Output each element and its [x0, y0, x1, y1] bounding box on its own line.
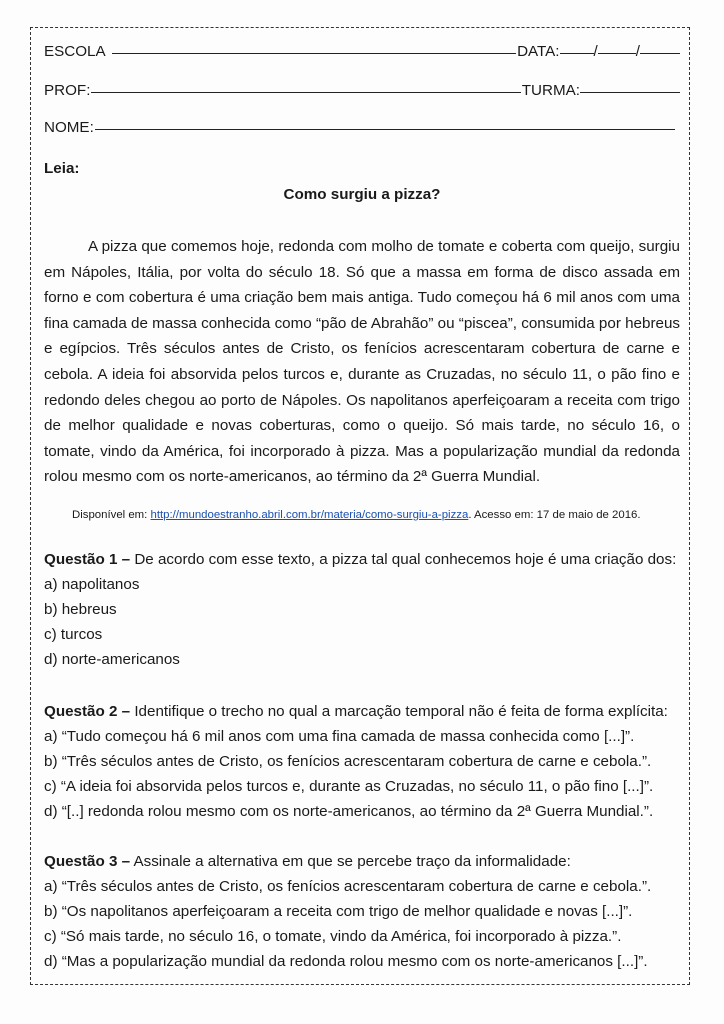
question-1-text: De acordo com esse texto, a pizza tal qual conhecemos hoje é uma criação dos:	[130, 551, 677, 568]
source-prefix: Disponível em:	[72, 509, 151, 521]
question-1-label: Questão 1 –	[44, 551, 131, 568]
data-day-blank[interactable]	[560, 52, 594, 54]
escola-label: ESCOLA	[44, 43, 106, 60]
question-2-statement	[44, 699, 684, 724]
question-3-option-b[interactable]: b) “Os napolitanos aperfeiçoaram a receita com trigo de melhor qualidade e novas [...]”.	[44, 903, 633, 920]
nome-label: NOME:	[44, 119, 94, 136]
question-2-label: Questão 2 –	[44, 703, 131, 720]
data-sep-2: /	[635, 43, 640, 60]
question-2	[44, 699, 684, 824]
prof-label: PROF:	[44, 82, 91, 99]
question-1-option-b[interactable]: b) hebreus	[44, 601, 117, 618]
header-row-escola	[44, 43, 680, 60]
question-2-option-b[interactable]: b) “Três séculos antes de Cristo, os fenícios acrescentaram cobertura de carne e cebola.”.	[44, 753, 652, 770]
question-3-option-a[interactable]: a) “Três séculos antes de Cristo, os fenícios acrescentaram cobertura de carne e cebola.”.	[44, 878, 652, 895]
question-3-option-d[interactable]: d) “Mas a popularização mundial da redonda rolou mesmo com os norte-americanos [...]”.	[44, 953, 648, 970]
source-suffix: . Acesso em: 17 de maio de 2016.	[468, 509, 641, 521]
data-year-blank[interactable]	[640, 52, 680, 54]
source-citation	[72, 509, 641, 521]
question-2-option-c[interactable]: c) “A ideia foi absorvida pelos turcos e, durante as Cruzadas, no século 11, o pão fino [...]”.	[44, 778, 654, 795]
instruction-leia: Leia:	[44, 160, 80, 177]
question-1-statement	[44, 547, 684, 572]
question-2-option-a[interactable]: a) “Tudo começou há 6 mil anos com uma fina camada de massa conhecida como [...]”.	[44, 728, 635, 745]
header-row-prof	[44, 82, 680, 99]
question-3-text: Assinale a alternativa em que se percebe traço da informalidade:	[130, 853, 571, 870]
question-1-option-c[interactable]: c) turcos	[44, 626, 103, 643]
turma-label: TURMA:	[521, 82, 580, 99]
dashed-border	[30, 27, 690, 985]
question-2-text: Identifique o trecho no qual a marcação temporal não é feita de forma explícita:	[130, 703, 668, 720]
text-title: Como surgiu a pizza?	[283, 186, 441, 203]
question-3	[44, 849, 684, 974]
source-link[interactable]: http://mundoestranho.abril.com.br/materia/como-surgiu-a-pizza	[150, 509, 469, 521]
question-1	[44, 547, 684, 672]
question-3-label: Questão 3 –	[44, 853, 131, 870]
data-label: DATA:	[517, 43, 560, 60]
turma-blank[interactable]	[580, 91, 680, 93]
escola-blank[interactable]	[112, 52, 516, 54]
data-month-blank[interactable]	[598, 52, 636, 54]
question-1-option-a[interactable]: a) napolitanos	[44, 576, 140, 593]
question-1-option-d[interactable]: d) norte-americanos	[44, 651, 180, 668]
nome-blank[interactable]	[95, 128, 675, 130]
question-2-option-d[interactable]: d) “[..] redonda rolou mesmo com os norte-americanos, ao término da 2ª Guerra Mundial.”.	[44, 803, 654, 820]
reading-text: A pizza que comemos hoje, redonda com molho de tomate e coberta com queijo, surgiu em Nápoles, Itália, por volta do século 18. Só que a massa em forma de disco assada em forno e com cobertura é uma criação bem mais antiga. Tudo começou há 6 mil anos com uma fina camada de massa conhecida como “pão de Abrahão” ou “piscea”, consumida por hebreus e egípcios. Três séculos antes de Cristo, os fenícios acrescentaram cobertura de carne e cebola. A ideia foi absorvida pelos turcos e, durante as Cruzadas, no século 11, o pão fino e redondo deles chegou ao porto de Nápoles. Os napolitanos aperfeiçoaram a receita com trigo de melhor qualidade e novas coberturas, como o queijo. Só mais tarde, no século 16, o tomate, vindo da América, foi incorporado à pizza. Mas a popularização mundial da redonda rolou mesmo com os norte-americanos, ao término da 2ª Guerra Mundial.	[44, 238, 680, 486]
question-3-option-c[interactable]: c) “Só mais tarde, no século 16, o tomate, vindo da América, foi incorporado à pizza.”.	[44, 928, 622, 945]
header-row-nome	[44, 119, 676, 136]
prof-blank[interactable]	[91, 91, 520, 93]
question-3-statement	[44, 849, 684, 874]
data-sep-1: /	[593, 43, 598, 60]
